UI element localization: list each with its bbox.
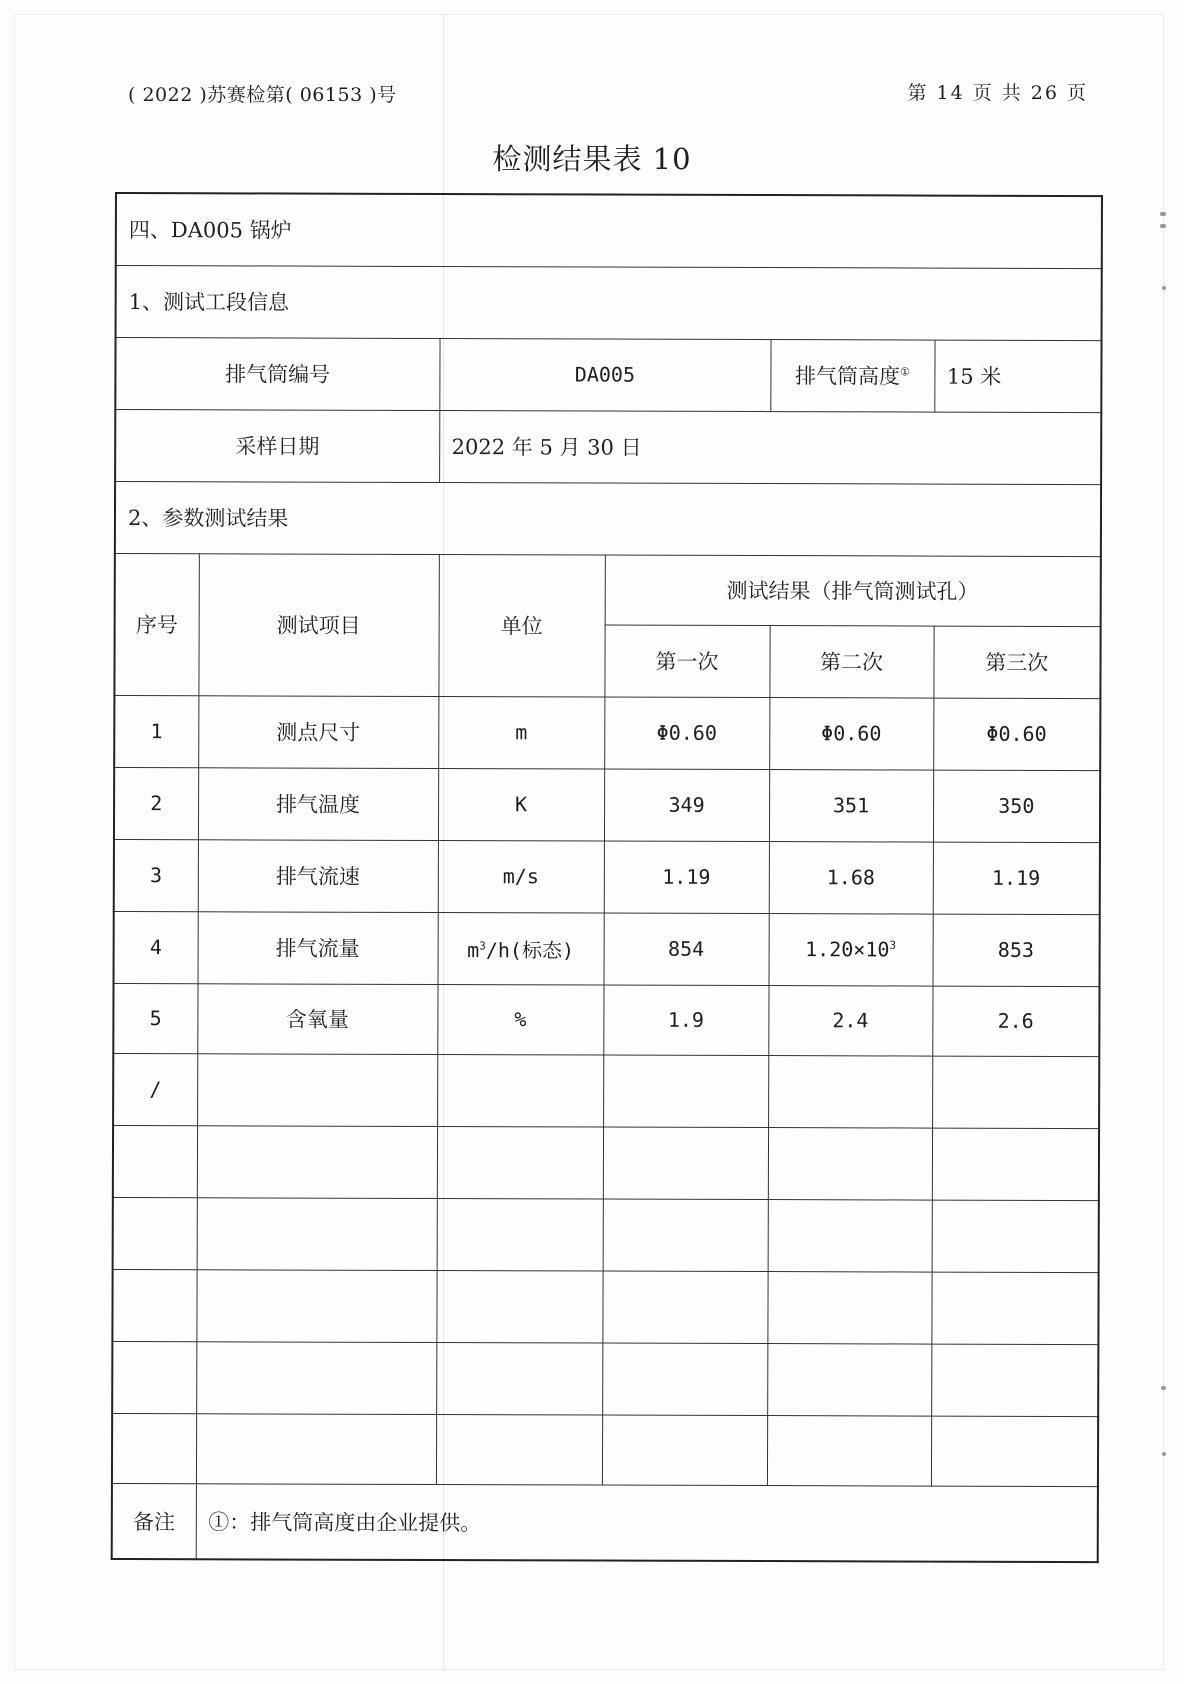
row-item: 排气流速 <box>198 839 438 912</box>
row-value-2: 351 <box>769 769 933 842</box>
row-value-3: 350 <box>933 770 1100 843</box>
row-value-2: 2.4 <box>768 985 932 1056</box>
results-table <box>111 192 1103 1563</box>
section-2-title: 2、参数测试结果 <box>115 481 1101 556</box>
row-seq: 3 <box>114 839 198 911</box>
empty-cell <box>112 1269 196 1341</box>
empty-cell <box>767 1415 931 1486</box>
empty-cell <box>602 1415 767 1486</box>
empty-row <box>112 1413 1098 1486</box>
row-unit <box>438 912 604 985</box>
col-header-seq: 序号 <box>114 553 198 695</box>
stack-no-value: DA005 <box>439 338 770 411</box>
section-2-row <box>115 481 1101 556</box>
row-seq: 5 <box>113 983 197 1053</box>
scan-speck <box>1162 1452 1166 1456</box>
row-unit: m/s <box>438 840 604 913</box>
empty-cell <box>931 1272 1098 1345</box>
stack-height-value: 15 米 <box>934 340 1101 413</box>
empty-cell <box>768 1199 932 1272</box>
row-value-3: Φ0.60 <box>933 698 1100 771</box>
scan-speck <box>1162 286 1166 290</box>
empty-cell <box>113 1197 197 1269</box>
page-indicator: 第 14 页 共 26 页 <box>907 82 1088 104</box>
empty-cell <box>932 1200 1099 1273</box>
empty-row <box>112 1341 1098 1416</box>
empty-cell <box>113 1125 197 1197</box>
row-unit: % <box>437 984 603 1055</box>
remarks-label: 备注 <box>112 1483 196 1559</box>
stack-no-label: 排气筒编号 <box>115 337 439 410</box>
row-value-1: 1.9 <box>603 985 768 1056</box>
row-value-2 <box>769 913 933 986</box>
empty-cell <box>768 1127 932 1200</box>
row-item: 含氧量 <box>197 983 437 1054</box>
empty-cell <box>603 1199 768 1272</box>
section-1-title: 1、测试工段信息 <box>116 265 1102 340</box>
empty-cell <box>767 1271 931 1344</box>
row-unit: K <box>438 768 604 841</box>
table-row <box>114 695 1100 770</box>
row-seq: 2 <box>114 767 198 839</box>
scan-speck <box>1160 224 1166 228</box>
empty-row <box>113 1053 1099 1128</box>
table-row <box>114 767 1100 842</box>
row-seq: 1 <box>114 695 198 767</box>
section-4-title: 四、DA005 锅炉 <box>116 193 1102 268</box>
row-value-1: 1.19 <box>604 841 769 914</box>
stack-info-row <box>115 337 1101 412</box>
empty-cell <box>112 1341 196 1413</box>
empty-cell <box>932 1056 1099 1129</box>
empty-cell <box>768 1055 932 1128</box>
sampling-date-row <box>115 409 1101 484</box>
header-row-1 <box>115 553 1101 626</box>
row-unit: m <box>438 696 604 769</box>
row-value-1: 854 <box>604 913 769 986</box>
empty-cell <box>437 1198 603 1271</box>
empty-row <box>113 1125 1099 1200</box>
row-value-3: 2.6 <box>932 986 1099 1057</box>
page-title: 检测结果表 10 <box>492 142 692 176</box>
report-number: ( 2022 )苏赛检第( 06153 )号 <box>128 84 397 106</box>
empty-cell <box>932 1128 1099 1201</box>
stack-height-label-text: 排气筒高度 <box>794 364 901 389</box>
empty-cell <box>437 1054 603 1127</box>
value-exponent: 3 <box>889 938 897 952</box>
empty-cell <box>767 1343 931 1416</box>
row-seq: 4 <box>114 911 198 983</box>
row-item: 排气流量 <box>198 911 438 984</box>
sampling-date-value: 2022 年 5 月 30 日 <box>439 410 1101 484</box>
empty-cell <box>602 1343 767 1416</box>
empty-cell <box>603 1055 768 1128</box>
table-row <box>113 983 1099 1056</box>
col-header-second: 第二次 <box>769 625 933 698</box>
scan-speck <box>1160 212 1166 216</box>
row-value-3: 853 <box>933 914 1100 987</box>
row-value-1: Φ0.60 <box>604 697 769 770</box>
stack-height-label <box>770 339 934 412</box>
col-header-unit: 单位 <box>438 554 604 697</box>
row-value-2: 1.68 <box>769 841 933 914</box>
row-item: 测点尺寸 <box>198 695 438 768</box>
remarks-row <box>112 1483 1098 1562</box>
empty-cell <box>196 1413 436 1484</box>
table-row <box>114 839 1100 914</box>
empty-cell <box>197 1197 437 1270</box>
row-value-2: Φ0.60 <box>769 697 933 770</box>
results-sheet <box>111 192 1101 1561</box>
col-header-item: 测试项目 <box>198 553 438 696</box>
empty-cell <box>437 1126 603 1199</box>
unit-exponent: 3 <box>479 938 486 953</box>
empty-cell <box>931 1416 1098 1487</box>
empty-cell <box>197 1125 437 1198</box>
value-base: 1.20×10 <box>805 937 890 962</box>
row-value-1: 349 <box>604 769 769 842</box>
section-4-row <box>116 193 1102 268</box>
empty-cell <box>197 1053 437 1126</box>
empty-cell <box>931 1344 1098 1417</box>
col-header-result: 测试结果（排气筒测试孔） <box>605 555 1101 627</box>
footnote-mark: ① <box>899 365 910 379</box>
empty-cell <box>603 1127 768 1200</box>
scan-speck <box>1161 1386 1166 1390</box>
section-1-row <box>116 265 1102 340</box>
empty-cell <box>436 1270 602 1343</box>
slash-mark: / <box>113 1053 197 1125</box>
empty-cell <box>436 1414 602 1485</box>
row-item: 排气温度 <box>198 767 438 840</box>
empty-cell <box>112 1413 196 1483</box>
unit-rest: /h(标态) <box>485 937 575 962</box>
empty-cell <box>436 1342 602 1415</box>
sampling-date-label: 采样日期 <box>115 409 439 482</box>
col-header-third: 第三次 <box>933 626 1100 699</box>
table-row <box>114 911 1100 986</box>
remarks-text: ①：排气筒高度由企业提供。 <box>196 1483 1098 1562</box>
row-value-3: 1.19 <box>933 842 1100 915</box>
empty-row <box>112 1269 1098 1344</box>
empty-row <box>113 1197 1099 1272</box>
empty-cell <box>196 1269 436 1342</box>
empty-cell <box>602 1271 767 1344</box>
empty-cell <box>196 1341 436 1414</box>
col-header-first: 第一次 <box>604 625 769 698</box>
unit-base: m <box>467 937 480 962</box>
